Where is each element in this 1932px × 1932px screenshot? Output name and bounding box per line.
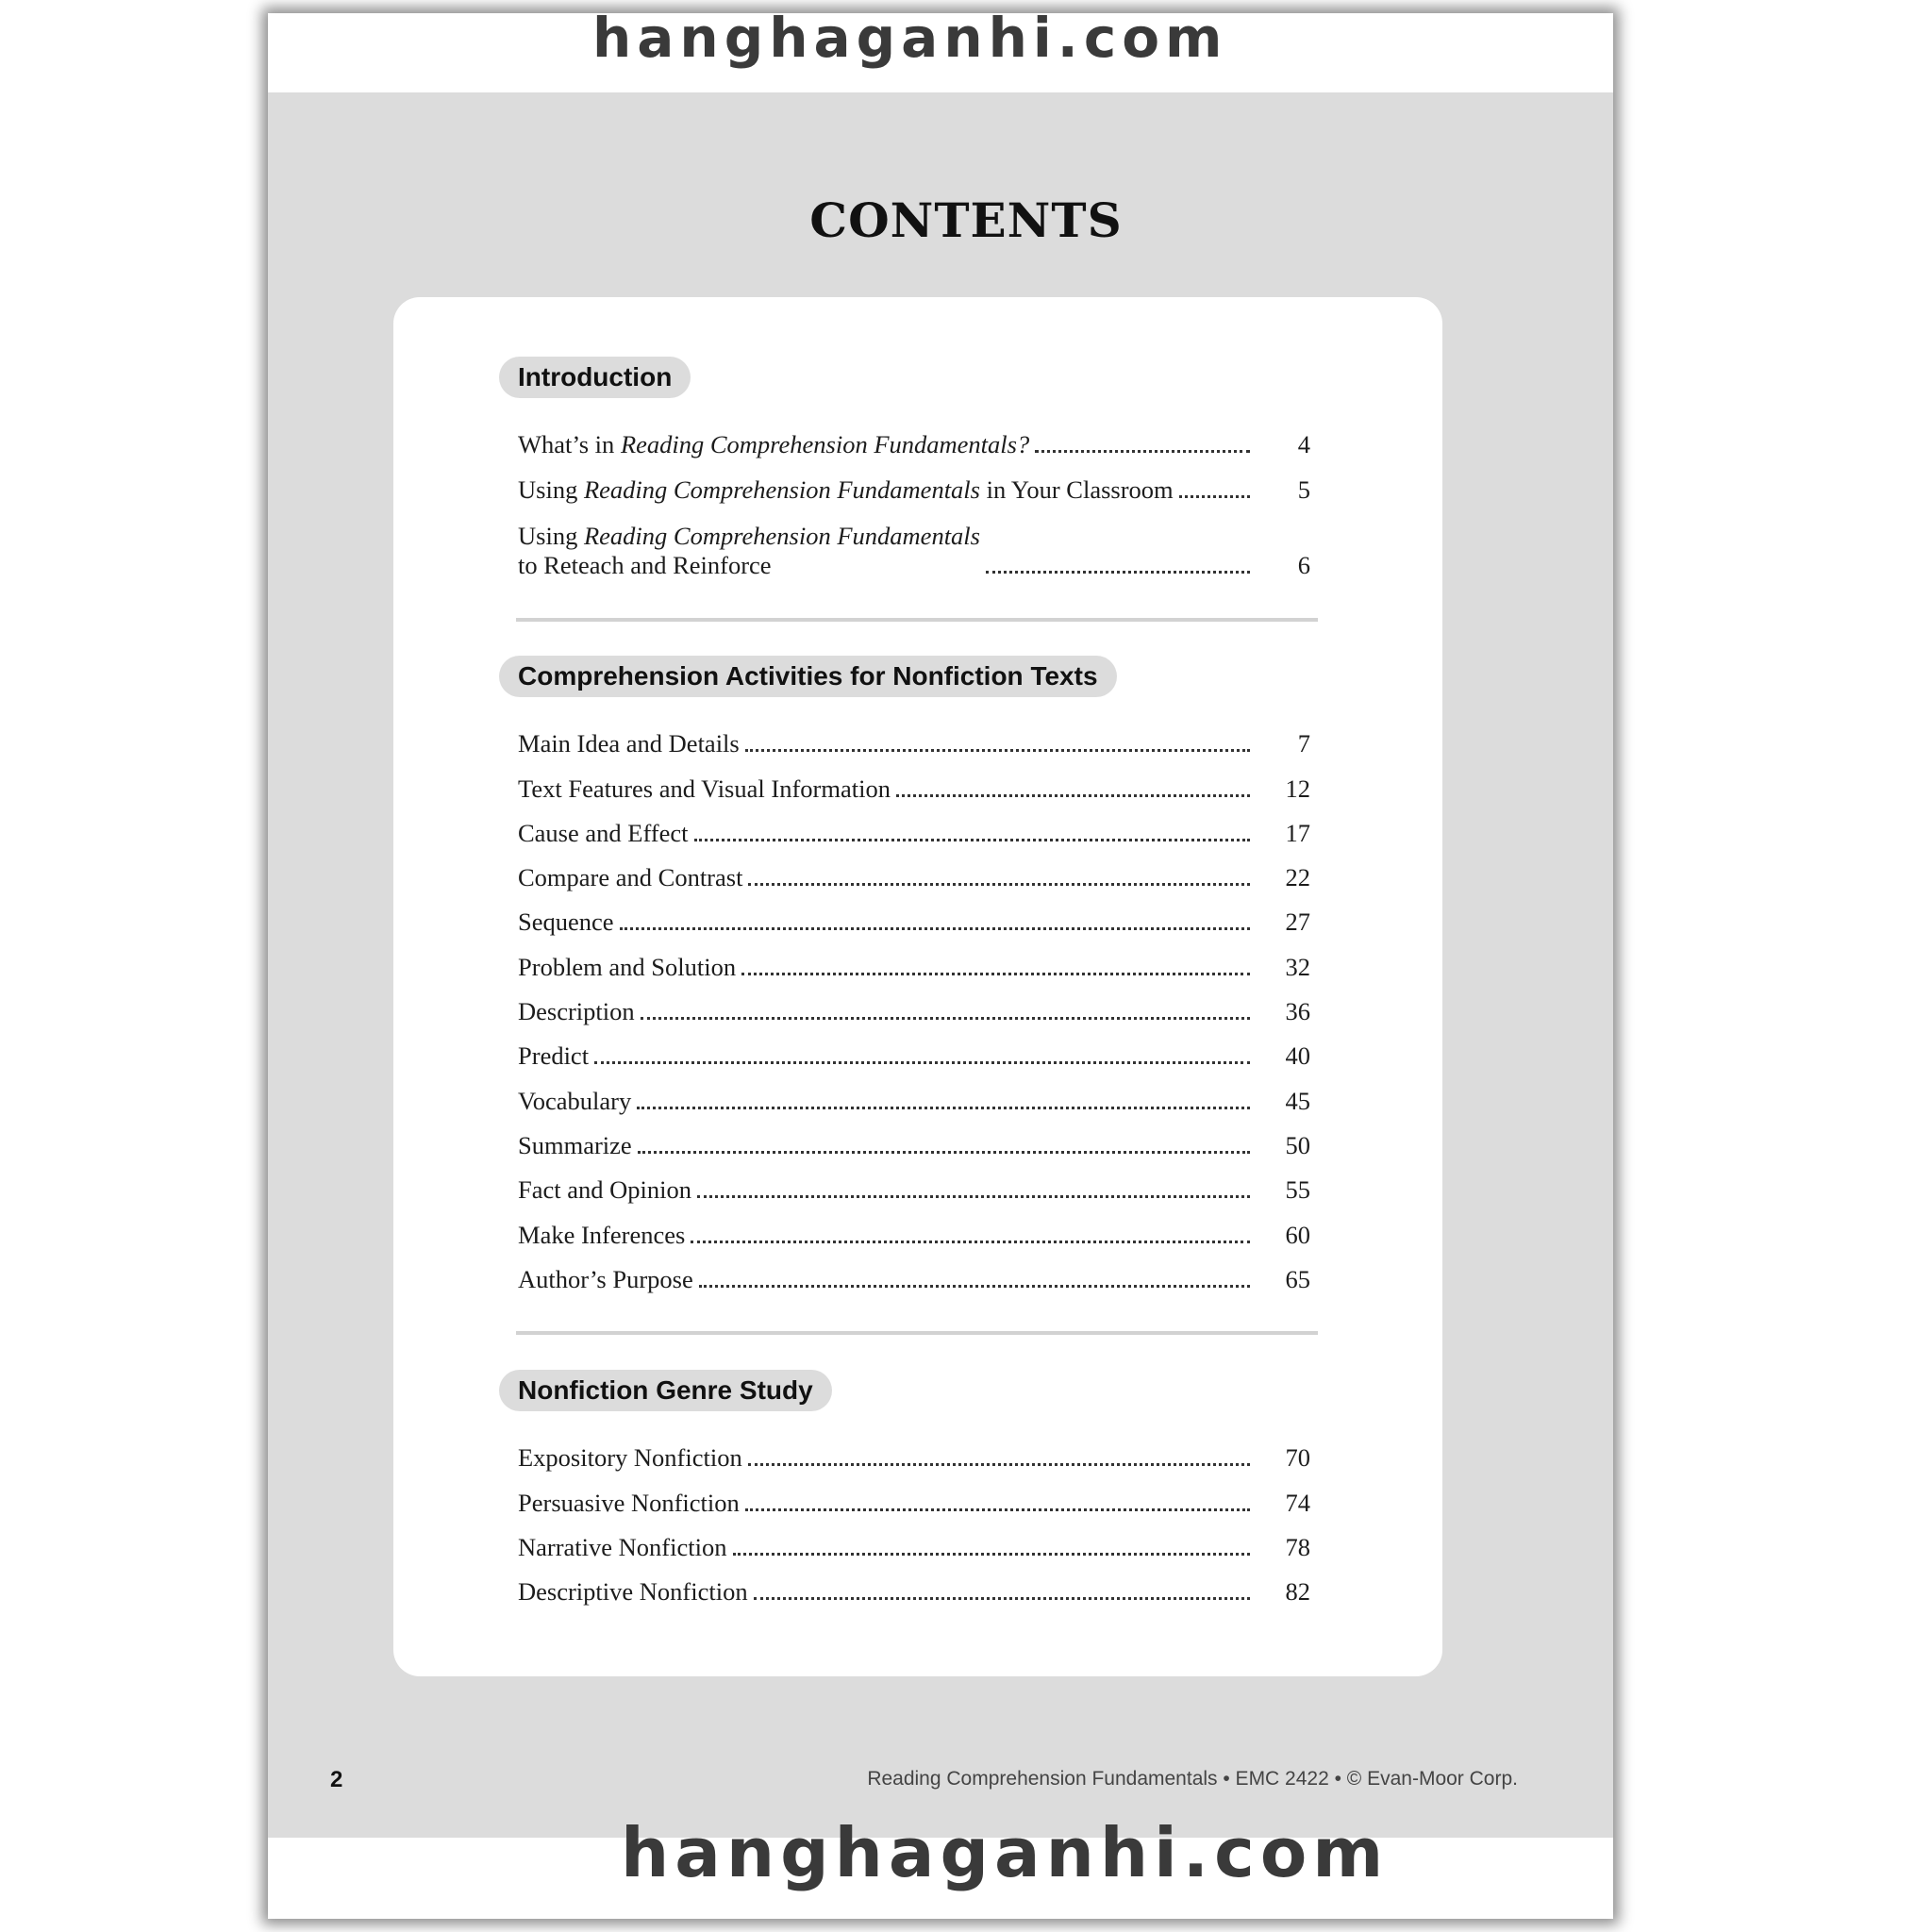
leader-dots — [741, 973, 1250, 975]
entry-page: 40 — [1285, 1041, 1310, 1071]
leader-dots — [697, 1195, 1250, 1198]
leader-dots — [733, 1553, 1251, 1556]
section-heading: Nonfiction Genre Study — [499, 1370, 832, 1411]
entry-page: 36 — [1285, 997, 1310, 1026]
toc-entry[interactable] — [518, 1026, 1310, 1071]
entry-title: Sequence — [518, 908, 614, 937]
entry-list — [499, 714, 1310, 1294]
leader-dots — [1179, 495, 1250, 498]
entry-page: 32 — [1285, 952, 1310, 981]
toc-entry[interactable] — [518, 459, 1310, 504]
entry-page: 82 — [1285, 1577, 1310, 1607]
entry-title: Narrative Nonfiction — [518, 1532, 727, 1561]
toc-entry[interactable] — [518, 937, 1310, 981]
page-title: CONTENTS — [809, 192, 1123, 248]
toc-entry[interactable] — [518, 848, 1310, 892]
toc-entry[interactable] — [518, 982, 1310, 1026]
section-divider — [516, 618, 1318, 622]
leader-dots — [745, 749, 1250, 752]
leader-dots — [691, 1241, 1250, 1243]
leader-dots — [641, 1017, 1250, 1020]
entry-title: Predict — [518, 1041, 590, 1071]
entry-title: Persuasive Nonfiction — [518, 1488, 740, 1517]
entry-title: Description — [518, 997, 635, 1026]
entry-page: 6 — [1297, 550, 1310, 579]
leader-dots — [1035, 450, 1250, 453]
entry-title: Make Inferences — [518, 1220, 686, 1249]
toc-entry[interactable] — [518, 804, 1310, 848]
leader-dots — [896, 794, 1250, 797]
section-divider — [516, 1331, 1318, 1335]
entry-page: 60 — [1285, 1220, 1310, 1249]
toc-entry[interactable] — [518, 415, 1310, 459]
toc-entry[interactable] — [518, 1160, 1310, 1205]
entry-page: 65 — [1285, 1264, 1310, 1293]
toc-entry[interactable] — [518, 505, 1310, 580]
section-heading: Comprehension Activities for Nonfiction Texts — [499, 656, 1117, 697]
entry-page: 22 — [1285, 863, 1310, 892]
leader-dots — [637, 1107, 1250, 1109]
entry-title: Fact and Opinion — [518, 1175, 691, 1205]
entry-list — [499, 1428, 1310, 1607]
section-heading: Introduction — [499, 357, 691, 398]
leader-dots — [594, 1061, 1250, 1064]
leader-dots — [754, 1597, 1250, 1600]
watermark-bottom: hanghaganhi.com — [621, 1813, 1390, 1892]
toc-entry[interactable] — [518, 758, 1310, 803]
entry-title: Expository Nonfiction — [518, 1443, 742, 1473]
entry-title: Main Idea and Details — [518, 729, 740, 758]
section-introduction — [499, 357, 1310, 580]
entry-title: Problem and Solution — [518, 952, 737, 981]
leader-dots — [638, 1151, 1250, 1154]
entry-title: Using Reading Comprehension Fundamentals in Your Classroom — [518, 475, 1174, 504]
footer-page-number: 2 — [330, 1767, 343, 1792]
toc-entry[interactable] — [518, 892, 1310, 937]
section-genre-study — [499, 1370, 1310, 1607]
contents-card — [393, 297, 1442, 1676]
entry-title: Author’s Purpose — [518, 1264, 693, 1293]
entry-page: 17 — [1285, 818, 1310, 847]
entry-page: 5 — [1297, 475, 1310, 504]
leader-dots — [748, 1463, 1250, 1466]
leader-dots — [986, 571, 1250, 574]
leader-dots — [745, 1508, 1250, 1511]
entry-title: What’s in Reading Comprehension Fundamentals? — [518, 430, 1030, 459]
entry-list — [499, 415, 1310, 580]
section-comprehension-activities — [499, 656, 1310, 1294]
toc-entry[interactable] — [518, 1071, 1310, 1115]
toc-entry[interactable] — [518, 1562, 1310, 1607]
leader-dots — [748, 883, 1250, 886]
leader-dots — [699, 1285, 1250, 1288]
entry-page: 4 — [1297, 430, 1310, 459]
leader-dots — [694, 839, 1250, 841]
entry-page: 45 — [1285, 1086, 1310, 1115]
toc-entry[interactable] — [518, 1473, 1310, 1517]
entry-title: Text Features and Visual Information — [518, 774, 891, 803]
entry-page: 55 — [1285, 1175, 1310, 1205]
entry-page: 27 — [1285, 908, 1310, 937]
toc-entry[interactable] — [518, 714, 1310, 758]
watermark-top: hanghaganhi.com — [592, 6, 1228, 70]
entry-title: Vocabulary — [518, 1086, 632, 1115]
footer-credit: Reading Comprehension Fundamentals • EMC 2422 • © Evan-Moor Corp. — [867, 1768, 1518, 1790]
entry-title: Descriptive Nonfiction — [518, 1577, 748, 1607]
entry-page: 74 — [1285, 1488, 1310, 1517]
entry-title: Cause and Effect — [518, 818, 689, 847]
entry-page: 50 — [1285, 1130, 1310, 1159]
entry-title: Using Reading Comprehension Fundamentals to Reteach and Reinforce — [518, 521, 980, 579]
entry-page: 78 — [1285, 1532, 1310, 1561]
entry-title: Summarize — [518, 1130, 632, 1159]
entry-page: 12 — [1285, 774, 1310, 803]
toc-entry[interactable] — [518, 1205, 1310, 1249]
toc-entry[interactable] — [518, 1518, 1310, 1562]
entry-title: Compare and Contrast — [518, 863, 743, 892]
leader-dots — [620, 927, 1250, 930]
toc-entry[interactable] — [518, 1116, 1310, 1160]
entry-page: 70 — [1285, 1443, 1310, 1473]
toc-entry[interactable] — [518, 1250, 1310, 1294]
entry-page: 7 — [1297, 729, 1310, 758]
toc-entry[interactable] — [518, 1428, 1310, 1473]
